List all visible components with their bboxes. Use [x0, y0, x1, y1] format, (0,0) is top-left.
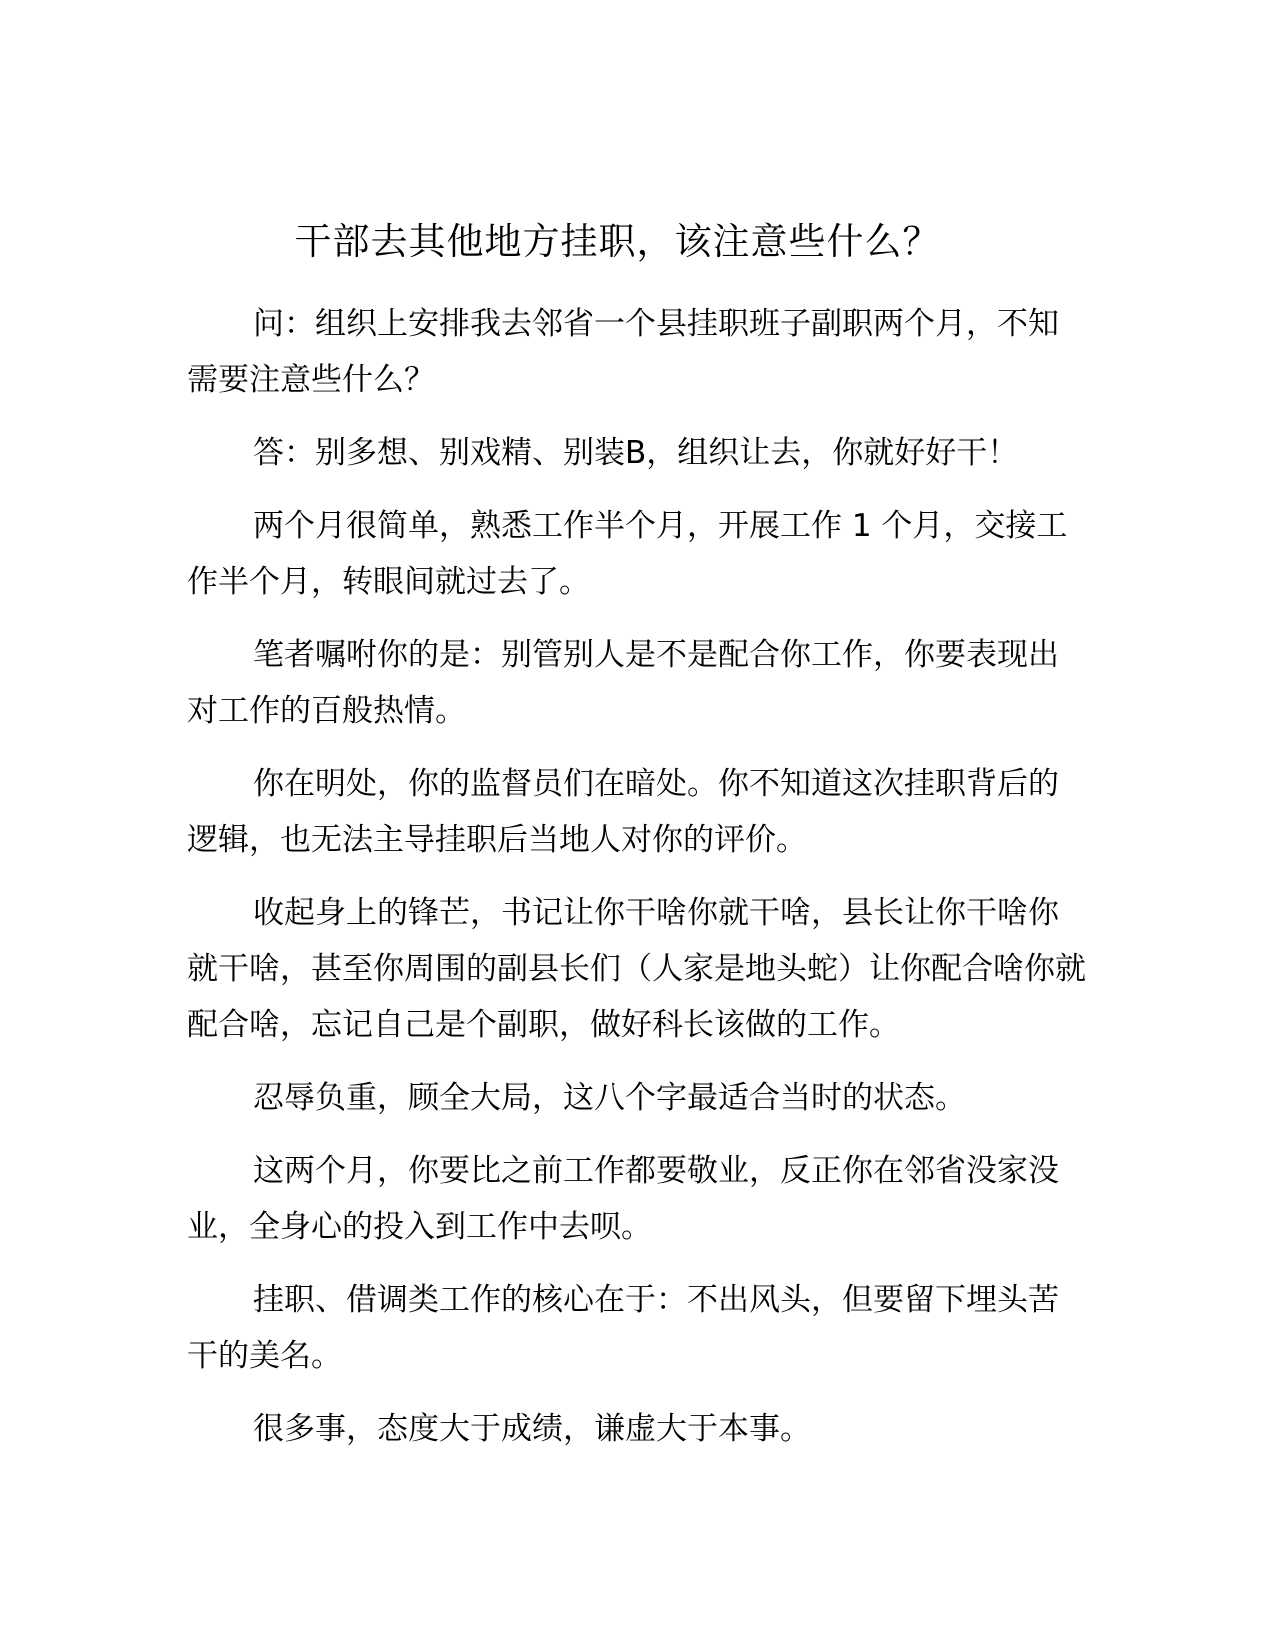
paragraph: 挂职、借调类工作的核心在于：不出风头，但要留下埋头苦干的美名。 [187, 1282, 1059, 1374]
paragraph: 收起身上的锋芒，书记让你干啥你就干啥，县长让你干啥你就干啥，甚至你周围的副县长们（人家是地头蛇）让你配合啥你就配合啥，忘记自己是个副职，做好科长该做的工作。 [187, 895, 1086, 1043]
document-title: 干部去其他地方挂职，该注意些什么？ [294, 220, 941, 263]
paragraph: 忍辱负重，顾全大局，这八个字最适合当时的状态。 [253, 1080, 966, 1116]
paragraph-question: 问：组织上安排我去邻省一个县挂职班子副职两个月，不知需要注意些什么？ [187, 306, 1059, 398]
paragraph: 两个月很简单，熟悉工作半个月，开展工作 1 个月，交接工作半个月，转眼间就过去了。 [187, 508, 1068, 600]
document-body [187, 296, 1087, 1474]
paragraph: 这两个月，你要比之前工作都要敬业，反正你在邻省没家没业，全身心的投入到工作中去呗。 [187, 1153, 1059, 1245]
paragraph: 笔者嘱咐你的是：别管别人是不是配合你工作，你要表现出对工作的百般热情。 [187, 637, 1059, 729]
paragraph: 你在明处，你的监督员们在暗处。你不知道这次挂职背后的逻辑，也无法主导挂职后当地人对你的评价。 [187, 766, 1059, 858]
paragraph-answer: 答：别多想、别戏精、别装B，组织让去，你就好好干！ [253, 435, 1019, 471]
paragraph: 很多事，态度大于成绩，谦虚大于本事。 [253, 1411, 811, 1447]
